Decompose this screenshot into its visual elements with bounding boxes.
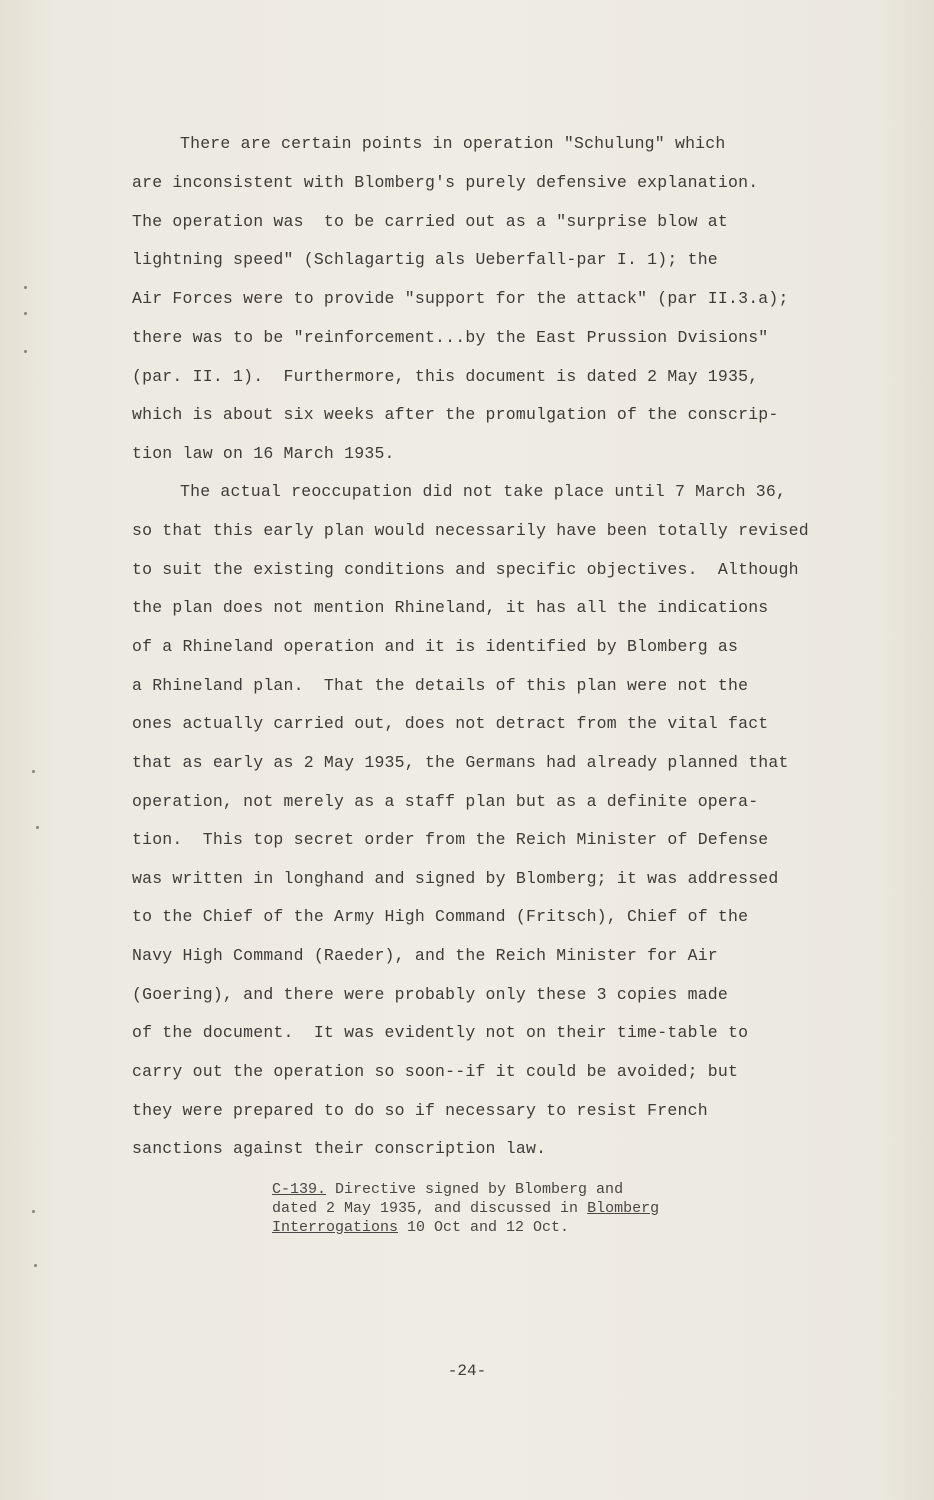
scan-speck <box>32 770 35 773</box>
page-number: -24- <box>447 1362 487 1380</box>
citation-text: dated 2 May 1935, and discussed in <box>272 1200 588 1217</box>
text-line: a Rhineland plan. That the details of this plan were not the <box>132 676 749 695</box>
citation-text: 10 Oct and 12 Oct. <box>398 1219 570 1236</box>
text-line: are inconsistent with Blomberg's purely defensive explanation. <box>132 173 759 192</box>
text-line: they were prepared to do so if necessary to resist French <box>132 1101 708 1120</box>
citation-line <box>272 1180 659 1199</box>
text-line: to suit the existing conditions and specific objectives. Although <box>132 560 799 579</box>
text-line: that as early as 2 May 1935, the Germans had already planned that <box>132 753 789 772</box>
scan-speck <box>24 312 27 315</box>
text-line: ones actually carried out, does not detract from the vital fact <box>132 714 769 733</box>
text-line: The actual reoccupation did not take place until 7 March 36, <box>180 482 787 501</box>
text-line: the plan does not mention Rhineland, it has all the indications <box>132 598 769 617</box>
text-line: to the Chief of the Army High Command (Fritsch), Chief of the <box>132 907 749 926</box>
text-line: was written in longhand and signed by Blomberg; it was addressed <box>132 869 779 888</box>
citation-text: Directive signed by Blomberg and <box>326 1181 624 1198</box>
text-line: so that this early plan would necessarily have been totally revised <box>132 521 809 540</box>
text-line: Air Forces were to provide "support for the attack" (par II.3.a); <box>132 289 789 308</box>
scan-speck <box>32 1210 35 1213</box>
text-line: (par. II. 1). Furthermore, this document is dated 2 May 1935, <box>132 367 759 386</box>
text-line: of a Rhineland operation and it is identified by Blomberg as <box>132 637 739 656</box>
text-line: sanctions against their conscription law. <box>132 1139 547 1158</box>
text-line: (Goering), and there were probably only these 3 copies made <box>132 985 728 1004</box>
text-line: The operation was to be carried out as a "surprise blow at <box>132 212 728 231</box>
text-line: tion. This top secret order from the Reich Minister of Defense <box>132 830 769 849</box>
text-line: Navy High Command (Raeder), and the Reich Minister for Air <box>132 946 718 965</box>
scan-speck <box>24 286 27 289</box>
scan-speck <box>24 350 27 353</box>
citation-line <box>272 1218 659 1237</box>
source-citation <box>272 1180 659 1237</box>
scan-speck <box>36 826 39 829</box>
citation-underlined-text: Blomberg <box>587 1200 660 1217</box>
text-line: There are certain points in operation "Schulung" which <box>180 134 726 153</box>
citation-reference: C-139. <box>272 1181 327 1198</box>
text-line: which is about six weeks after the promulgation of the conscrip- <box>132 405 779 424</box>
text-line: there was to be "reinforcement...by the East Prussion Dvisions" <box>132 328 769 347</box>
text-line: carry out the operation so soon--if it could be avoided; but <box>132 1062 739 1081</box>
citation-line <box>272 1199 659 1218</box>
citation-underlined-text: Interrogations <box>272 1219 399 1236</box>
text-line: lightning speed" (Schlagartig als Ueberfall-par I. 1); the <box>132 250 718 269</box>
text-line: of the document. It was evidently not on their time-table to <box>132 1023 749 1042</box>
text-line: tion law on 16 March 1935. <box>132 444 395 463</box>
text-line: operation, not merely as a staff plan but as a definite opera- <box>132 792 759 811</box>
scan-speck <box>34 1264 37 1267</box>
